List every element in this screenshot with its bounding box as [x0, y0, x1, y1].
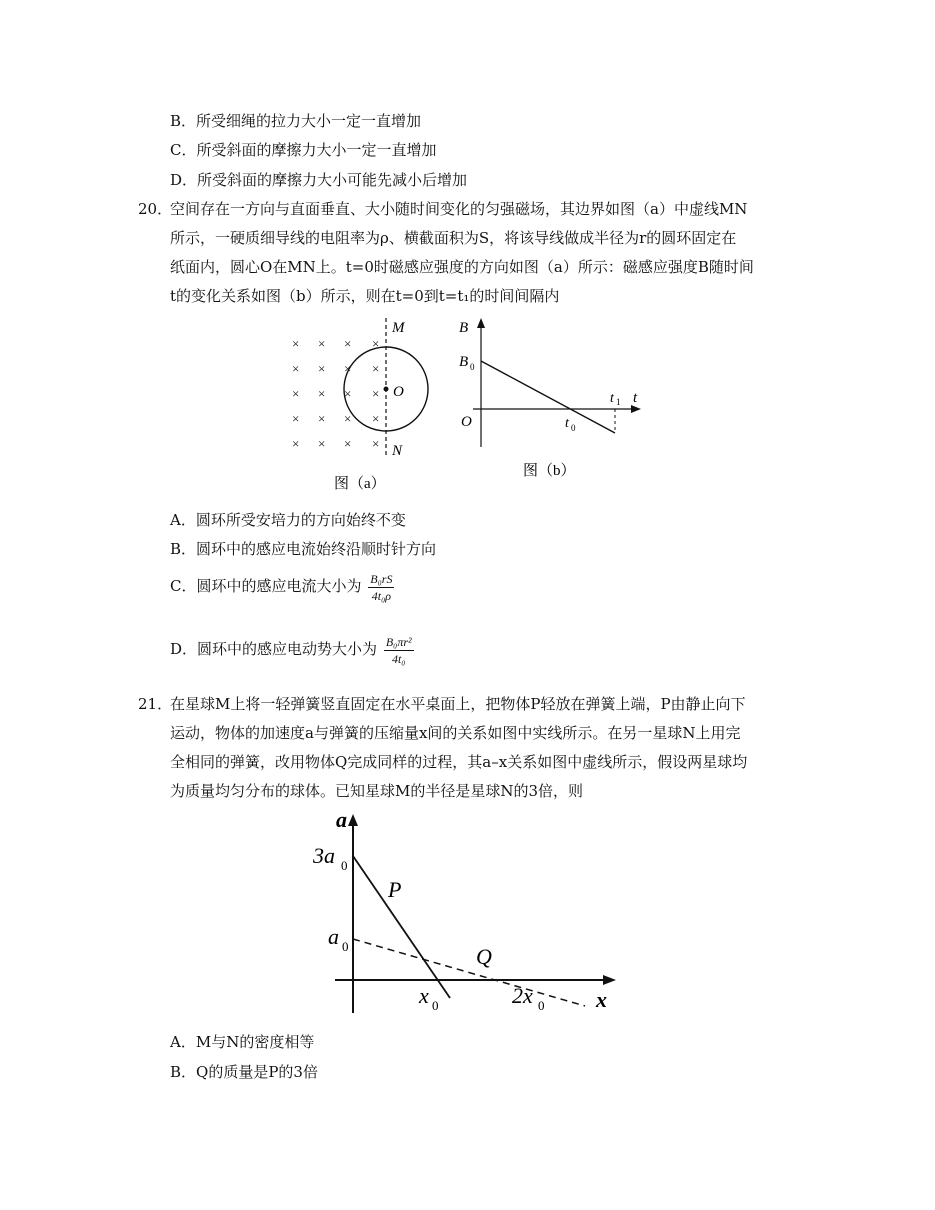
svg-text:×: × — [292, 336, 300, 351]
svg-text:×: × — [318, 411, 326, 426]
q21-number: 21． — [138, 695, 173, 713]
label-b: B — [459, 320, 469, 336]
label-a0: a — [328, 924, 339, 949]
label-x0: x — [419, 983, 429, 1008]
q20-option-c-fraction: $\frac{\text{B₀rS}}{\text{4t₀ρ}}$ — [370, 571, 393, 603]
p-solid-line — [353, 856, 450, 998]
svg-text:×: × — [344, 436, 352, 451]
svg-text:×: × — [344, 336, 352, 351]
q20-option-d-fraction: $\frac{\text{B₀πr²}}{\text{4t₀}}$ — [385, 634, 412, 666]
label-3a0: 3a — [313, 843, 335, 868]
label-x0-sub: 0 — [432, 998, 439, 1013]
svg-text:×: × — [344, 386, 352, 401]
label-n: N — [392, 443, 403, 459]
label-x: x — [596, 987, 607, 1012]
svg-text:×: × — [292, 436, 300, 451]
svg-text:×: × — [372, 336, 380, 351]
label-t0-sub: 0 — [571, 423, 576, 433]
b-axis-arrow — [477, 318, 485, 328]
svg-text:×: × — [292, 386, 300, 401]
q20-option-d: D．圆环中的感应电动势大小为 $\frac{\text{B₀πr²}}{\text{4t₀}}$ — [170, 634, 412, 666]
label-2x0-sub: 0 — [538, 998, 545, 1013]
label-t0: t — [565, 416, 569, 431]
q20-option-b: B．圆环中的感应电流始终沿顺时针方向 — [170, 540, 437, 558]
q20-stem-line4: t的变化关系如图（b）所示，则在t=0到t=t₁的时间间隔内 — [170, 287, 560, 305]
q20-option-c: C．圆环中的感应电流大小为 $\frac{\text{B₀rS}}{\text{4t₀ρ}}$ — [170, 571, 393, 603]
q-dashed-line — [353, 939, 585, 1006]
q19-option-c: C．所受斜面的摩擦力大小一定一直增加 — [170, 141, 437, 159]
label-a0-sub: 0 — [342, 939, 349, 954]
label-origin: O — [461, 414, 472, 430]
label-2x0: 2x — [512, 983, 533, 1008]
label-t1-sub: 1 — [616, 397, 621, 407]
svg-text:×: × — [292, 361, 300, 376]
svg-text:×: × — [372, 436, 380, 451]
svg-text:×: × — [318, 386, 326, 401]
label-t: t — [633, 390, 638, 406]
q20-number: 20． — [138, 200, 173, 218]
svg-text:×: × — [318, 336, 326, 351]
b-t-line — [481, 361, 615, 433]
svg-text:×: × — [372, 386, 380, 401]
figure-b — [455, 312, 655, 482]
q20-stem-line3: 纸面内，圆心O在MN上。t=0时磁感应强度的方向如图（a）所示：磁感应强度B随时间 — [170, 258, 754, 276]
q19-option-d: D．所受斜面的摩擦力大小可能先减小后增加 — [170, 171, 468, 189]
svg-text:×: × — [292, 411, 300, 426]
cross-grid — [292, 336, 379, 451]
center-dot — [384, 387, 389, 392]
caption-b: 图（b） — [523, 463, 576, 479]
label-t1: t — [610, 391, 614, 406]
svg-text:×: × — [344, 361, 352, 376]
label-o: O — [393, 384, 404, 400]
label-a: a — [336, 808, 347, 832]
svg-text:×: × — [344, 411, 352, 426]
label-3a0-sub: 0 — [341, 858, 348, 873]
q21-stem-line4: 为质量均匀分布的球体。已知星球M的半径是星球N的3倍，则 — [170, 782, 584, 800]
x-axis-arrow — [603, 975, 616, 985]
label-b0: B — [459, 354, 469, 370]
svg-text:×: × — [318, 361, 326, 376]
figure-a — [280, 312, 450, 492]
q19-option-b: B．所受细绳的拉力大小一定一直增加 — [170, 112, 422, 130]
svg-text:×: × — [318, 436, 326, 451]
caption-a: 图（a） — [334, 476, 386, 492]
q21-stem-line3: 全相同的弹簧，改用物体Q完成同样的过程，其a–x关系如图中虚线所示，假设两星球均 — [170, 753, 748, 771]
label-m: M — [392, 320, 405, 336]
a-axis-arrow — [348, 814, 358, 826]
label-p: P — [388, 877, 402, 902]
q21-stem-line1: 在星球M上将一轻弹簧竖直固定在水平桌面上，把物体P轻放在弹簧上端，P由静止向下 — [170, 695, 746, 713]
label-b0-sub: 0 — [470, 362, 475, 372]
q21-option-a: A．M与N的密度相等 — [170, 1033, 315, 1051]
q20-option-a: A．圆环所受安培力的方向始终不变 — [170, 511, 406, 529]
svg-text:×: × — [372, 411, 380, 426]
a-x-graph — [310, 808, 630, 1020]
q20-stem-line1: 空间存在一方向与直面垂直、大小随时间变化的匀强磁场，其边界如图（a）中虚线MN — [170, 200, 748, 218]
q20-stem-line2: 所示，一硬质细导线的电阻率为ρ、横截面积为S，将该导线做成半径为r的圆环固定在 — [170, 229, 737, 247]
label-q: Q — [476, 944, 492, 969]
svg-text:×: × — [372, 361, 380, 376]
q21-stem-line2: 运动，物体的加速度a与弹簧的压缩量x间的关系如图中实线所示。在另一星球N上用完 — [170, 724, 741, 742]
q21-option-b: B．Q的质量是P的3倍 — [170, 1063, 318, 1081]
t-axis-arrow — [631, 405, 641, 413]
